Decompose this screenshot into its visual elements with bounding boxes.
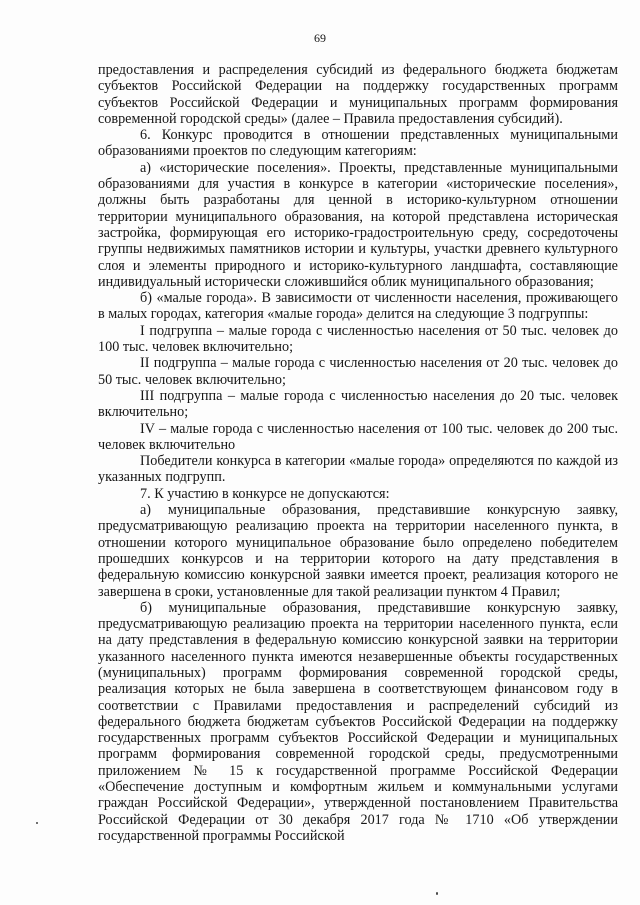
- paragraph-subgroup-3: III подгруппа – малые города с численностью населения до 20 тыс. человек включительно;: [98, 387, 618, 421]
- paragraph-item-7b: б) муниципальные образования, представившие конкурсную заявку, предусматривающую реализацию проекта на территории населенного пункта, если на дату представления в федеральную комиссию конкурсной заявки на территории указанного населенного пункта имеются незавершенные объекты государственных (муниципальных) программ формирования современной городской среды, реализация которых не была завершена в соответствующем финансовом году в соответствии с Правилами предоставления и распределений субсидий из федерального бюджета бюджетам субъектов Российской Федерации на поддержку государственных программ субъектов Российской Федерации и муниципальных программ формирования современной городской среды, предусмотренными приложением № 15 к государственной программе Российской Федерации «Обеспечение доступным и комфортным жильем и коммунальными услугами граждан Российской Федерации», утвержденной постановлением Правительства Российской Федерации от 30 декабря 2017 года № 1710 «Об утверждении государственной программы Российской: [98, 599, 618, 844]
- paragraph-item-6a: а) «исторические поселения». Проекты, представленные муниципальными образованиями для участия в конкурсе в категории «исторические поселения», должны быть разработаны для ценной в историко-культурном отношении территории муниципального образования, на которой представлена историческая застройка, формирующая его историко-градостроительную среду, сосредоточены группы недвижимых памятников истории и культуры, участки древнего культурного слоя и элементы природного и историко-культурного ландшафта, составляющие индивидуальный исторически сложившийся облик муниципального образования;: [98, 159, 618, 290]
- paragraph-subgroup-1: I подгруппа – малые города с численностью населения от 50 тыс. человек до 100 тыс. человек включительно;: [98, 322, 618, 356]
- document-body: [98, 62, 618, 844]
- paragraph-continuation: предоставления и распределения субсидий из федерального бюджета бюджетам субъектов Российской Федерации на поддержку государственных программ субъектов Российской Федерации и муниципальных программ формирования современной городской среды» (далее – Правила предоставления субсидий).: [98, 62, 618, 127]
- paragraph-item-7: 7. К участию в конкурсе не допускаются:: [140, 485, 390, 502]
- scan-speck: [36, 822, 38, 824]
- paragraph-item-6b: б) «малые города». В зависимости от численности населения, проживающего в малых городах, категория «малые города» делится на следующие 3 подгруппы:: [98, 290, 618, 323]
- paragraph-winners: Победители конкурса в категории «малые города» определяются по каждой из указанных подгрупп.: [98, 453, 618, 486]
- page-number: 69: [314, 31, 326, 45]
- paragraph-subgroup-4: IV – малые города с численностью населения от 100 тыс. человек до 200 тыс. человек включительно: [98, 420, 618, 453]
- paragraph-item-7a: а) муниципальные образования, представившие конкурсную заявку, предусматривающую реализацию проекта на территории населенного пункта, в отношении которого муниципальное образование было определено победителем прошедших конкурсов и на территории которого на дату представления в федеральную комиссию конкурсной заявки имеется проект, реализация которого не завершена в сроки, установленные для такой реализации пунктом 4 Правил;: [98, 502, 618, 600]
- scan-speck: [436, 892, 438, 895]
- paragraph-item-6: 6. Конкурс проводится в отношении представленных муниципальными образованиями проектов по следующим категориям:: [98, 127, 618, 160]
- paragraph-subgroup-2: II подгруппа – малые города с численностью населения от 20 тыс. человек до 50 тыс. человек включительно;: [98, 355, 618, 388]
